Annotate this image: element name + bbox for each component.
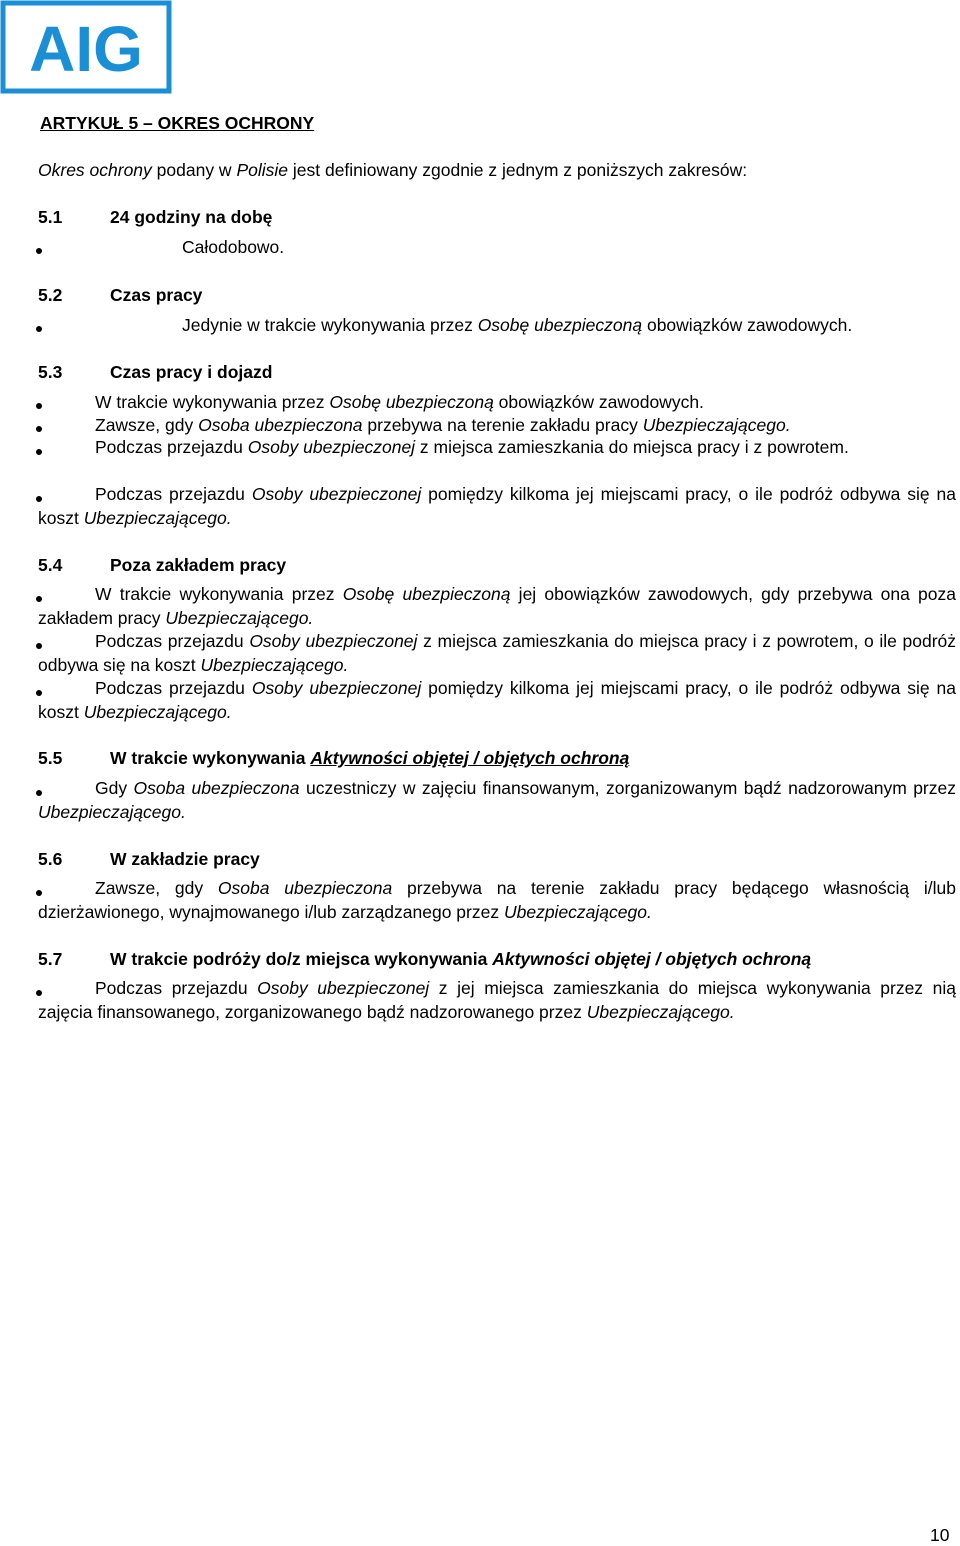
bullet-text: Gdy Osoba ubezpieczona uczestniczy w zajęciu finansowanym, zorganizowanym bądź nadzorowanym przez Ubezpieczającego. bbox=[38, 778, 956, 822]
section-title: Poza zakładem pracy bbox=[110, 555, 287, 575]
bullet-text: Podczas przejazdu Osoby ubezpieczonej z miejsca zamieszkania do miejsca pracy i z powrotem. bbox=[95, 437, 849, 457]
bullet-text: Zawsze, gdy Osoba ubezpieczona przebywa na terenie zakładu pracy Ubezpieczającego. bbox=[95, 415, 791, 435]
section-number: 5.7 bbox=[38, 949, 63, 969]
page-number: 10 bbox=[930, 1525, 950, 1545]
section-title: Czas pracy bbox=[110, 285, 203, 305]
section-number: 5.1 bbox=[38, 207, 63, 227]
bullet-text: W trakcie wykonywania przez Osobę ubezpieczoną obowiązków zawodowych. bbox=[95, 392, 704, 412]
section-title: W trakcie wykonywania Aktywności objętej / objętych ochroną bbox=[110, 748, 630, 768]
bullet-icon bbox=[36, 248, 42, 254]
section-number: 5.6 bbox=[38, 849, 63, 869]
bullet-text: Podczas przejazdu Osoby ubezpieczonej pomiędzy kilkoma jej miejscami pracy, o ile podróż odbywa się na koszt Ubezpieczającego. bbox=[38, 484, 956, 528]
bullet-icon bbox=[36, 426, 42, 432]
section-number: 5.5 bbox=[38, 748, 63, 768]
bullet-text: Całodobowo. bbox=[182, 237, 285, 257]
bullet-text: Podczas przejazdu Osoby ubezpieczonej pomiędzy kilkoma jej miejscami pracy, o ile podróż odbywa się na koszt Ubezpieczającego. bbox=[38, 678, 956, 722]
bullet-text: Podczas przejazdu Osoby ubezpieczonej z jej miejsca zamieszkania do miejsca wykonywania przez nią zajęcia finansowanego, zorganizowanego bądź nadzorowanego przez Ubezpieczającego. bbox=[38, 978, 956, 1022]
bullet-text: Jedynie w trakcie wykonywania przez Osobę ubezpieczoną obowiązków zawodowych. bbox=[182, 315, 853, 335]
bullet-text: W trakcie wykonywania przez Osobę ubezpieczoną jej obowiązków zawodowych, gdy przebywa ona poza zakładem pracy Ubezpieczającego. bbox=[38, 584, 956, 628]
bullet-icon bbox=[36, 403, 42, 409]
intro-text: Okres ochrony podany w Polisie jest definiowany zgodnie z jednym z poniższych zakresów: bbox=[38, 160, 748, 180]
section-number: 5.2 bbox=[38, 285, 63, 305]
section-number: 5.3 bbox=[38, 362, 63, 382]
bullet-icon bbox=[36, 326, 42, 332]
section-title: Czas pracy i dojazd bbox=[110, 362, 273, 382]
bullet-text: Podczas przejazdu Osoby ubezpieczonej z miejsca zamieszkania do miejsca pracy i z powrotem, o ile podróż odbywa się na koszt Ubezpieczającego. bbox=[38, 631, 957, 675]
section-title: 24 godziny na dobę bbox=[110, 207, 273, 227]
section-title: W zakładzie pracy bbox=[110, 849, 260, 869]
section-title: W trakcie podróży do/z miejsca wykonywania Aktywności objętej / objętych ochroną bbox=[110, 949, 812, 969]
article-title: ARTYKUŁ 5 – OKRES OCHRONY bbox=[40, 113, 315, 133]
bullet-text: Zawsze, gdy Osoba ubezpieczona przebywa na terenie zakładu pracy będącego własnością i/lub dzierżawionego, wynajmowanego i/lub zarządzanego przez Ubezpieczającego. bbox=[38, 878, 956, 922]
aig-logo bbox=[0, 0, 172, 94]
logo-text: AIG bbox=[29, 13, 143, 85]
section-number: 5.4 bbox=[38, 555, 63, 575]
